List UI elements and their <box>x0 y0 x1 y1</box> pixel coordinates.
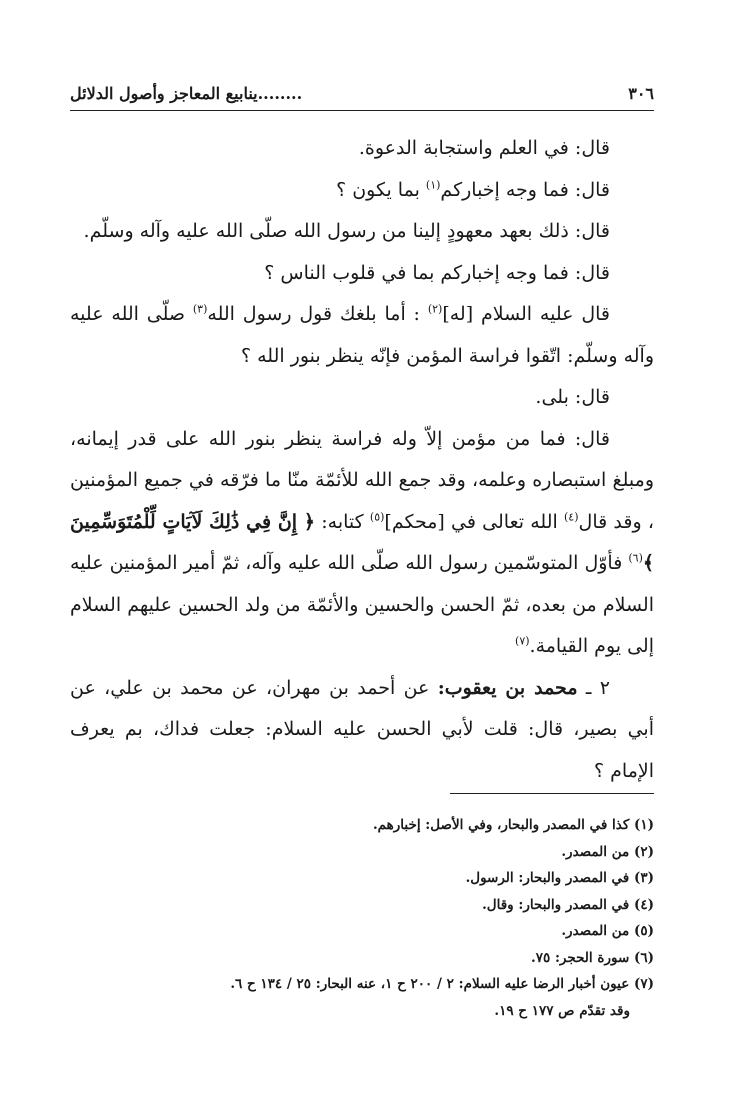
page-number: ٣٠٦ <box>628 84 654 103</box>
paragraph-8-text: عن أحمد بن مهران، عن محمد بن علي، عن أبي بصير، قال: قلت لأبي الحسن عليه السلام: جعلت فداك، بم يعرف الإمام ؟ <box>70 676 654 782</box>
footnote-ref-1: (١) <box>425 178 441 192</box>
paragraph-5-text-b: : أما بلغك قول رسول الله <box>207 303 428 325</box>
paragraph-2-text-a: قال: فما وجه إخباركم <box>440 178 610 201</box>
paragraph-2 <box>70 170 654 212</box>
paragraph-7 <box>70 419 654 668</box>
footnote-ref-3: (٣) <box>192 302 208 316</box>
main-text <box>70 128 654 792</box>
narrator-name: محمد بن يعقوب: <box>437 676 578 699</box>
paragraph-3: قال: ذلك بعهد معهودٍ إلينا من رسول الله صلّى الله عليه وآله وسلّم. <box>83 220 610 242</box>
header-rule <box>70 110 654 111</box>
paragraph-4: قال: فما وجه إخباركم بما في قلوب الناس ؟ <box>264 261 610 284</box>
footnotes <box>70 812 654 1024</box>
footnote-6: (٦) سورة الحجر: ٧٥. <box>531 949 654 966</box>
footnote-4: (٤) في المصدر والبحار: وقال. <box>482 896 654 913</box>
paragraph-2-text-b: بما يكون ؟ <box>336 178 426 201</box>
footnote-ref-7: (٧) <box>515 634 530 648</box>
paragraph-7-text-c: كتابه: <box>315 510 370 533</box>
footnote-rule <box>450 793 654 794</box>
running-head <box>70 84 654 103</box>
footnote-ref-2: (٢) <box>427 302 443 316</box>
footnote-ref-4: (٤) <box>564 510 579 524</box>
footnote-ref-6: (٦) <box>628 551 643 565</box>
footnote-7: (٧) عيون أخبار الرضا عليه السلام: ٢ / ٢٠٠ ح ١، عنه البحار: ٢٥ / ١٣٤ ح ٦. <box>230 976 654 992</box>
footnote-5: (٥) من المصدر. <box>561 923 654 939</box>
footnote-3: (٣) في المصدر والبحار: الرسول. <box>465 870 654 886</box>
paragraph-7-text-a: قال: فما من مؤمن إلاّ وله فراسة ينظر بنور الله على قدر إيمانه، ومبلغ استبصاره وعلمه، وقد جمع الله للأئمّة منّا ما فرّقه في جميع المؤمنين ، وقد قال <box>70 427 654 533</box>
book-title: ........ينابيع المعاجز وأصول الدلائل <box>70 84 303 103</box>
paragraph-5 <box>70 294 654 377</box>
footnote-7-continued: وقد تقدّم ص ١٧٧ ح ١٩. <box>494 1002 630 1019</box>
paragraph-1: قال: في العلم واستجابة الدعوة. <box>358 137 610 159</box>
paragraph-6: قال: بلى. <box>535 386 610 408</box>
paragraph-7-text-b: الله تعالى في [محكم] <box>384 510 564 533</box>
paragraph-5-text-a: قال عليه السلام [له] <box>442 303 610 325</box>
footnote-2: (٢) من المصدر. <box>561 843 654 860</box>
quran-verse: ﴿ إِنَّ فِي ذَٰلِكَ لَآيَاتٍ لِّلْمُتَوَسِّمِينَ ﴾ <box>70 510 654 574</box>
paragraph-5-text-c: صلّى الله عليه وآله وسلّم: اتّقوا فراسة المؤمن فإنّه ينظر بنور الله ؟ <box>70 303 654 367</box>
footnote-ref-5: (٥) <box>369 510 385 524</box>
hadith-number: ٢ ـ <box>577 676 610 699</box>
paragraph-7-text-d: فأوّل المتوسّمين رسول الله صلّى الله عليه وآله، ثمّ أمير المؤمنين عليه السلام من بعده، ثمّ الحسن والحسين والأئمّة من ولد الحسين عليهم السلام إلى يوم القيامة. <box>70 552 654 657</box>
paragraph-8 <box>70 668 654 793</box>
footnote-1: (١) كذا في المصدر والبحار، وفي الأصل: إخبارهم. <box>372 817 654 833</box>
